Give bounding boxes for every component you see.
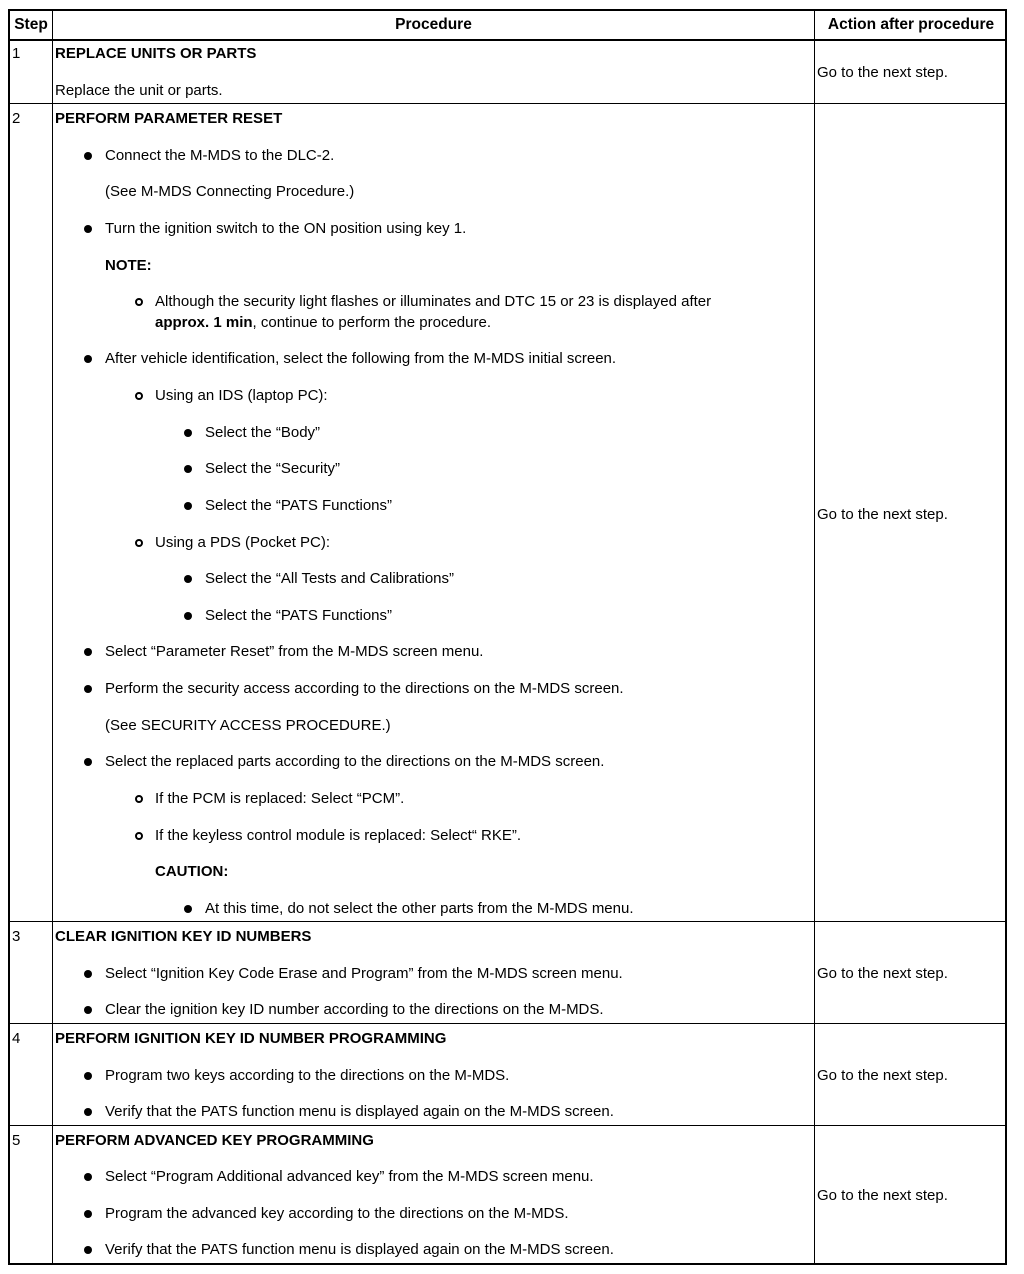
step-number: 3	[12, 928, 21, 945]
note-text: approx. 1 min, continue to perform the procedure.	[155, 314, 492, 331]
bullet-item: At this time, do not select the other parts from the M-MDS menu.	[205, 900, 634, 917]
bullet-item: Perform the security access according to the directions on the M-MDS screen.	[105, 680, 624, 697]
step-title: PERFORM IGNITION KEY ID NUMBER PROGRAMMING	[55, 1030, 447, 1047]
bullet-item: Clear the ignition key ID number according to the directions on the M-MDS.	[105, 1001, 604, 1018]
header-divider	[10, 39, 1005, 41]
procedure-text: Replace the unit or parts.	[55, 82, 223, 99]
step-title: PERFORM ADVANCED KEY PROGRAMMING	[55, 1132, 374, 1149]
bullet-item: After vehicle identification, select the following from the M-MDS initial screen.	[105, 350, 617, 367]
row-divider	[10, 1125, 1005, 1126]
step-action: Go to the next step.	[817, 64, 948, 81]
caution-label: CAUTION:	[155, 863, 229, 880]
header-action: Action after procedure	[827, 16, 995, 33]
header-procedure: Procedure	[395, 16, 472, 33]
bullet-item: Turn the ignition switch to the ON position using key 1.	[105, 220, 467, 237]
step-number: 4	[12, 1030, 21, 1047]
bullet-item: Select “Ignition Key Code Erase and Program” from the M-MDS screen menu.	[105, 965, 623, 982]
bullet-item: Program the advanced key according to the directions on the M-MDS.	[105, 1205, 569, 1222]
step-action: Go to the next step.	[817, 1187, 948, 1204]
sub-bullet-item: If the keyless control module is replaced: Select“ RKE”.	[155, 827, 521, 844]
bullet-item: Select the replaced parts according to the directions on the M-MDS screen.	[105, 753, 605, 770]
procedure-text: (See M-MDS Connecting Procedure.)	[105, 183, 355, 200]
sub-bullet-item: Using a PDS (Pocket PC):	[155, 534, 331, 551]
sub-bullet-item: Using an IDS (laptop PC):	[155, 387, 328, 404]
procedure-table	[8, 9, 1007, 1265]
bullet-item: Select “Parameter Reset” from the M-MDS screen menu.	[105, 643, 484, 660]
row-divider	[10, 921, 1005, 922]
bullet-item: Verify that the PATS function menu is displayed again on the M-MDS screen.	[105, 1103, 614, 1120]
bullet-item: Connect the M-MDS to the DLC-2.	[105, 147, 335, 164]
bullet-item: Verify that the PATS function menu is displayed again on the M-MDS screen.	[105, 1241, 614, 1258]
procedure-text: (See SECURITY ACCESS PROCEDURE.)	[105, 717, 391, 734]
row-divider	[10, 103, 1005, 104]
sub-bullet-item: Although the security light flashes or illuminates and DTC 15 or 23 is displayed after	[155, 293, 712, 310]
bullet-item: Select the “PATS Functions”	[205, 497, 393, 514]
step-action: Go to the next step.	[817, 1067, 948, 1084]
bullet-item: Select the “Body”	[205, 424, 321, 441]
step-title: CLEAR IGNITION KEY ID NUMBERS	[55, 928, 312, 945]
note-label: NOTE:	[105, 257, 152, 274]
step-number: 5	[12, 1132, 21, 1149]
step-action: Go to the next step.	[817, 965, 948, 982]
step-title: PERFORM PARAMETER RESET	[55, 110, 283, 127]
bullet-item: Select the “All Tests and Calibrations”	[205, 570, 455, 587]
sub-bullet-item: If the PCM is replaced: Select “PCM”.	[155, 790, 405, 807]
step-action: Go to the next step.	[817, 506, 948, 523]
step-title: REPLACE UNITS OR PARTS	[55, 45, 257, 62]
step-number: 2	[12, 110, 21, 127]
bullet-item: Select the “Security”	[205, 460, 341, 477]
step-number: 1	[12, 45, 21, 62]
bullet-item: Program two keys according to the directions on the M-MDS.	[105, 1067, 510, 1084]
column-divider	[52, 11, 53, 1263]
bullet-item: Select the “PATS Functions”	[205, 607, 393, 624]
row-divider	[10, 1023, 1005, 1024]
column-divider	[814, 11, 815, 1263]
bullet-item: Select “Program Additional advanced key” from the M-MDS screen menu.	[105, 1168, 594, 1185]
header-step: Step	[14, 16, 48, 33]
